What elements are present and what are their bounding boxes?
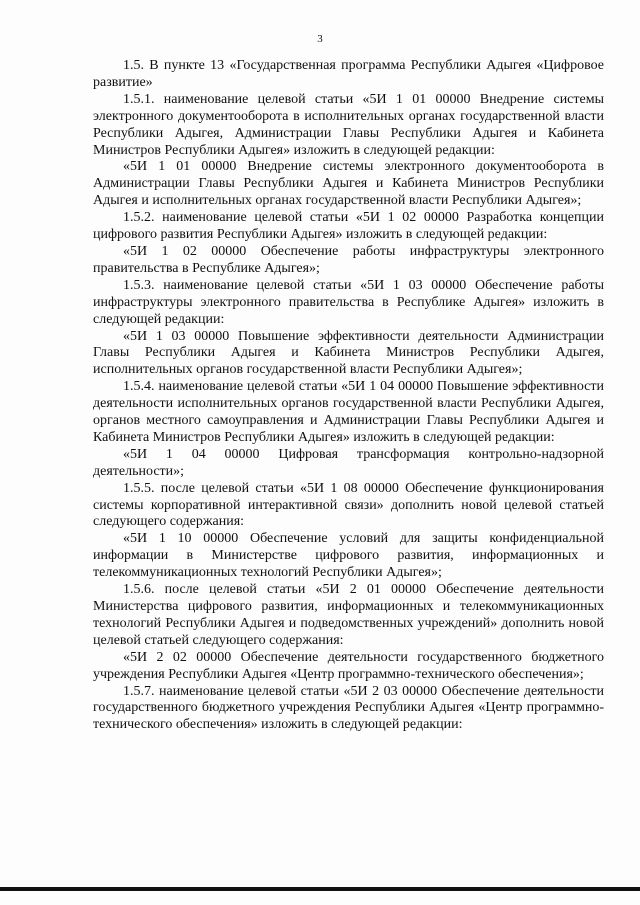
document-body (93, 58, 604, 734)
scan-edge-line (0, 887, 640, 891)
paragraph: «5И 1 01 00000 Внедрение системы электронного документооборота в Администрации Главы Республики Адыгея и Кабинета Министров Республики Адыгея и исполнительных органах государственной власти Республики Адыгея»; (93, 159, 604, 209)
paragraph: 1.5.7. наименование целевой статьи «5И 2 03 00000 Обеспечение деятельности государственного бюджетного учреждения Республики Адыгея «Центр программно-технического обеспечения» изложить в следующей редакции: (93, 683, 604, 733)
paragraph: «5И 1 02 00000 Обеспечение работы инфраструктуры электронного правительства в Республике Адыгея»; (93, 243, 604, 276)
paragraph: 1.5.4. наименование целевой статьи «5И 1 04 00000 Повышение эффективности деятельности исполнительных органов государственной власти Республики Адыгея, органов местного самоуправления и Администрации Главы Республики Адыгея и Кабинета Министров Республики Адыгея» изложить в следующей редакции: (93, 379, 604, 445)
paragraph: 1.5.5. после целевой статьи «5И 1 08 00000 Обеспечение функционирования системы корпоративной интерактивной связи» дополнить новой целевой статьей следующего содержания: (93, 480, 604, 530)
paragraph: «5И 2 02 00000 Обеспечение деятельности государственного бюджетного учреждения Республики Адыгея «Центр программно-технического обеспечения»; (93, 649, 604, 682)
paragraph: «5И 1 04 00000 Цифровая трансформация контрольно-надзорной деятельности»; (93, 446, 604, 479)
paragraph: 1.5.3. наименование целевой статьи «5И 1 03 00000 Обеспечение работы инфраструктуры электронного правительства в Республике Адыгея» изложить в следующей редакции: (93, 277, 604, 327)
paragraph: «5И 1 03 00000 Повышение эффективности деятельности Администрации Главы Республики Адыгея и Кабинета Министров Республики Адыгея, исполнительных органов государственной власти Республики Адыгея»; (93, 328, 604, 378)
paragraph: 1.5. В пункте 13 «Государственная программа Республики Адыгея «Цифровое развитие» (93, 58, 604, 90)
paragraph: 1.5.1. наименование целевой статьи «5И 1 01 00000 Внедрение системы электронного документооборота в исполнительных органах государственной власти Республики Адыгея, Администрации Главы Республики Адыгея и Кабинета Министров Республики Адыгея» изложить в следующей редакции: (93, 91, 604, 158)
paragraph: «5И 1 10 00000 Обеспечение условий для защиты конфиденциальной информации в Министерстве цифрового развития, информационных и телекоммуникационных технологий Республики Адыгея»; (93, 531, 604, 581)
paragraph: 1.5.6. после целевой статьи «5И 2 01 00000 Обеспечение деятельности Министерства цифрового развития, информационных и телекоммуникационных технологий Республики Адыгея и подведомственных учреждений» дополнить новой целевой статьей следующего содержания: (93, 582, 604, 648)
paragraph: 1.5.2. наименование целевой статьи «5И 1 02 00000 Разработка концепции цифрового развития Республики Адыгея» изложить в следующей редакции: (93, 210, 604, 243)
page-number: 3 (317, 33, 323, 45)
